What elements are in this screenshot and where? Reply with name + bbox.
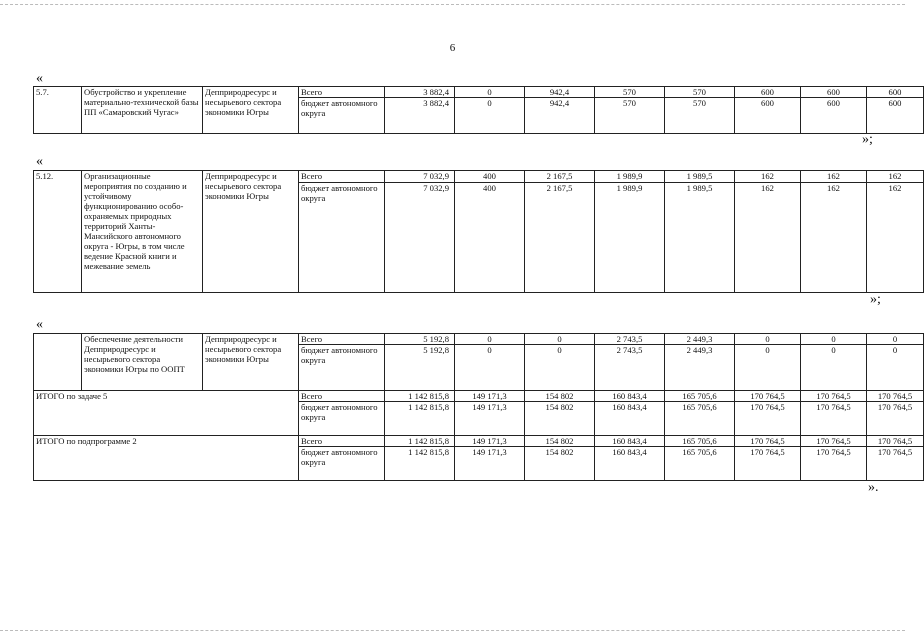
value-cell: 600 [735,87,801,98]
item-name: Обеспечение деятельности Депприродресурс и несырьевого сектора экономики Югры по ООПТ [82,334,203,391]
close-quote: ». [868,480,879,495]
source-cell: Всего [299,391,385,402]
value-cell: 0 [455,98,525,134]
value-cell: 1 142 815,8 [385,402,455,436]
value-cell: 0 [455,334,525,345]
table-row [34,87,924,98]
value-cell: 0 [525,334,595,345]
item-executor: Депприродресурс и несырьевого сектора экономики Югры [203,171,299,293]
value-cell: 170 764,5 [867,436,924,447]
value-cell: 600 [801,98,867,134]
value-cell: 0 [735,334,801,345]
value-cell: 149 171,3 [455,436,525,447]
value-cell: 2 449,3 [665,334,735,345]
open-quote: « [36,71,43,86]
close-quote: »; [870,292,881,307]
value-cell: 3 882,4 [385,98,455,134]
total-row [34,436,924,447]
value-cell: 154 802 [525,436,595,447]
value-cell: 0 [867,345,924,391]
value-cell: 1 989,5 [665,171,735,183]
value-cell: 162 [801,171,867,183]
value-cell: 154 802 [525,402,595,436]
open-quote: « [36,154,43,169]
table-row [34,334,924,345]
source-cell: Всего [299,87,385,98]
value-cell: 0 [735,345,801,391]
value-cell: 570 [595,87,665,98]
value-cell: 600 [801,87,867,98]
source-cell: бюджет автономного округа [299,183,385,293]
value-cell: 170 764,5 [867,447,924,481]
value-cell: 149 171,3 [455,391,525,402]
value-cell: 2 449,3 [665,345,735,391]
scan-artifact-top [0,4,905,5]
value-cell: 0 [455,87,525,98]
value-cell: 1 989,9 [595,183,665,293]
value-cell: 570 [665,87,735,98]
value-cell: 170 764,5 [867,391,924,402]
value-cell: 600 [867,87,924,98]
item-executor: Депприродресурс и несырьевого сектора экономики Югры [203,334,299,391]
close-quote: »; [862,132,873,147]
table-block-5-7 [33,86,924,134]
value-cell: 942,4 [525,87,595,98]
value-cell: 170 764,5 [801,402,867,436]
value-cell: 154 802 [525,391,595,402]
value-cell: 1 142 815,8 [385,391,455,402]
value-cell: 149 171,3 [455,447,525,481]
value-cell: 1 142 815,8 [385,436,455,447]
value-cell: 0 [525,345,595,391]
value-cell: 570 [665,98,735,134]
value-cell: 2 167,5 [525,171,595,183]
item-executor: Депприродресурс и несырьевого сектора экономики Югры [203,87,299,134]
total-row [34,391,924,402]
value-cell: 7 032,9 [385,171,455,183]
value-cell: 170 764,5 [801,436,867,447]
value-cell: 165 705,6 [665,402,735,436]
value-cell: 170 764,5 [735,447,801,481]
item-name: Обустройство и укрепление материально-технической базы ПП «Самаровский Чугас» [82,87,203,134]
value-cell: 160 843,4 [595,391,665,402]
value-cell: 1 989,5 [665,183,735,293]
value-cell: 400 [455,171,525,183]
value-cell: 170 764,5 [867,402,924,436]
value-cell: 0 [867,334,924,345]
item-code: 5.12. [34,171,82,293]
value-cell: 160 843,4 [595,436,665,447]
value-cell: 0 [801,345,867,391]
value-cell: 5 192,8 [385,345,455,391]
value-cell: 1 142 815,8 [385,447,455,481]
value-cell: 154 802 [525,447,595,481]
value-cell: 7 032,9 [385,183,455,293]
table-block-oopt [33,333,924,481]
item-name: Организационные мероприятия по созданию и устойчивому функционированию особо-охраняемых природных территорий Ханты-Мансийского автономного округа - Югры, в том числе ведение Красной книги и межевание земель [82,171,203,293]
value-cell: 600 [735,98,801,134]
scan-artifact-bottom [0,630,905,631]
value-cell: 0 [455,345,525,391]
value-cell: 2 167,5 [525,183,595,293]
value-cell: 170 764,5 [735,402,801,436]
value-cell: 400 [455,183,525,293]
source-cell: бюджет автономного округа [299,345,385,391]
value-cell: 170 764,5 [801,447,867,481]
value-cell: 165 705,6 [665,391,735,402]
source-cell: Всего [299,334,385,345]
value-cell: 149 171,3 [455,402,525,436]
total-label: ИТОГО по подпрограмме 2 [34,436,299,481]
value-cell: 160 843,4 [595,447,665,481]
value-cell: 170 764,5 [735,436,801,447]
value-cell: 600 [867,98,924,134]
value-cell: 162 [735,183,801,293]
source-cell: бюджет автономного округа [299,402,385,436]
item-code [34,334,82,391]
value-cell: 170 764,5 [735,391,801,402]
value-cell: 2 743,5 [595,334,665,345]
total-label: ИТОГО по задаче 5 [34,391,299,436]
table-block-5-12 [33,170,924,293]
value-cell: 942,4 [525,98,595,134]
source-cell: бюджет автономного округа [299,98,385,134]
value-cell: 165 705,6 [665,436,735,447]
value-cell: 0 [801,334,867,345]
value-cell: 162 [867,183,924,293]
value-cell: 2 743,5 [595,345,665,391]
source-cell: Всего [299,436,385,447]
value-cell: 162 [735,171,801,183]
page-number: 6 [449,42,456,54]
value-cell: 162 [801,183,867,293]
value-cell: 162 [867,171,924,183]
source-cell: бюджет автономного округа [299,447,385,481]
source-cell: Всего [299,171,385,183]
value-cell: 160 843,4 [595,402,665,436]
value-cell: 170 764,5 [801,391,867,402]
value-cell: 165 705,6 [665,447,735,481]
value-cell: 3 882,4 [385,87,455,98]
table-row [34,171,924,183]
value-cell: 5 192,8 [385,334,455,345]
value-cell: 1 989,9 [595,171,665,183]
value-cell: 570 [595,98,665,134]
item-code: 5.7. [34,87,82,134]
open-quote: « [36,317,43,332]
